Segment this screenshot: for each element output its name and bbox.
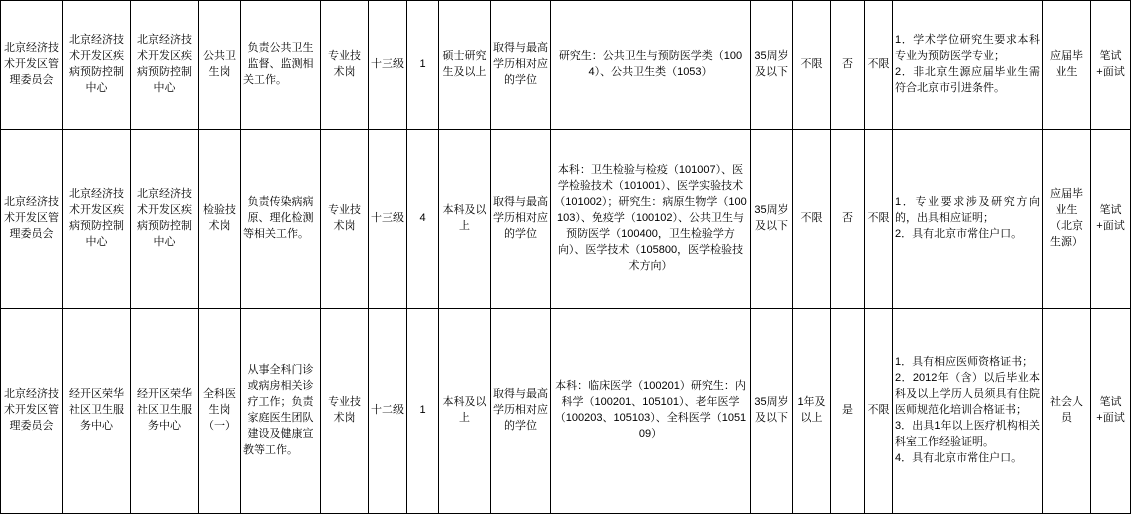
cell-position-level: 十三级: [369, 130, 407, 309]
cell-position-level: 十三级: [369, 1, 407, 130]
cell-department: 经开区荣华社区卫生服务中心: [131, 309, 199, 514]
cell-position-name: 公共卫生岗: [199, 1, 241, 130]
cell-other-limit: 不限: [865, 130, 893, 309]
cell-degree-requirement: 取得与最高学历相对应的学位: [491, 1, 551, 130]
cell-requirements: 1．专业要求涉及研究方向的，出具相应证明； 2．具有北京市常住户口。: [893, 130, 1043, 309]
cell-major: 本科：临床医学（100201）研究生：内科学（100201、105101）、老年医学（100203、105103）、全科医学（105109）: [551, 309, 751, 514]
cell-headcount: 4: [407, 130, 439, 309]
cell-requirements: 1．具有相应医师资格证书； 2．2012年（含）以后毕业本科及以上学历人员须具有住院医师规范化培训合格证书； 3．出具1年以上医疗机构相关科室工作经验证明。 4．具有北京市常住户口。: [893, 309, 1043, 514]
cell-political: 是: [831, 309, 865, 514]
cell-degree-requirement: 取得与最高学历相对应的学位: [491, 309, 551, 514]
cell-employer: 北京经济技术开发区管理委员会: [1, 309, 63, 514]
cell-duties: 负责公共卫生监督、监测相关工作。: [241, 1, 321, 130]
cell-other-limit: 不限: [865, 1, 893, 130]
cell-age: 35周岁及以下: [751, 130, 793, 309]
table-row: [1, 1, 1131, 130]
cell-requirements: 1．学术学位研究生要求本科专业为预防医学专业； 2．非北京生源应届毕业生需符合北京市引进条件。: [893, 1, 1043, 130]
cell-position-category: 专业技术岗: [321, 1, 369, 130]
cell-exam: 笔试+面试: [1091, 309, 1131, 514]
cell-political: 否: [831, 1, 865, 130]
cell-work-years: 1年及以上: [793, 309, 831, 514]
cell-target: 应届毕业生: [1043, 1, 1091, 130]
cell-age: 35周岁及以下: [751, 1, 793, 130]
cell-department: 北京经济技术开发区疾病预防控制中心: [131, 1, 199, 130]
cell-employer: 北京经济技术开发区管理委员会: [1, 1, 63, 130]
cell-degree: 本科及以上: [439, 309, 491, 514]
cell-position-level: 十二级: [369, 309, 407, 514]
table-row: [1, 309, 1131, 514]
cell-duties: 负责传染病病原、理化检测等相关工作。: [241, 130, 321, 309]
cell-work-years: 不限: [793, 130, 831, 309]
cell-unit: 北京经济技术开发区疾病预防控制中心: [63, 130, 131, 309]
cell-exam: 笔试+面试: [1091, 130, 1131, 309]
cell-department: 北京经济技术开发区疾病预防控制中心: [131, 130, 199, 309]
table-row: [1, 130, 1131, 309]
cell-unit: 北京经济技术开发区疾病预防控制中心: [63, 1, 131, 130]
cell-other-limit: 不限: [865, 309, 893, 514]
cell-position-name: 检验技术岗: [199, 130, 241, 309]
cell-political: 否: [831, 130, 865, 309]
cell-major: 研究生：公共卫生与预防医学类（1004）、公共卫生类（1053）: [551, 1, 751, 130]
cell-position-category: 专业技术岗: [321, 130, 369, 309]
cell-age: 35周岁及以下: [751, 309, 793, 514]
cell-degree-requirement: 取得与最高学历相对应的学位: [491, 130, 551, 309]
cell-position-name: 全科医生岗（一）: [199, 309, 241, 514]
cell-employer: 北京经济技术开发区管理委员会: [1, 130, 63, 309]
cell-headcount: 1: [407, 1, 439, 130]
cell-target: 社会人员: [1043, 309, 1091, 514]
cell-target: 应届毕业生（北京生源）: [1043, 130, 1091, 309]
cell-unit: 经开区荣华社区卫生服务中心: [63, 309, 131, 514]
cell-duties: 从事全科门诊或病房相关诊疗工作；负责家庭医生团队建设及健康宣教等工作。: [241, 309, 321, 514]
cell-exam: 笔试+面试: [1091, 1, 1131, 130]
cell-major: 本科：卫生检验与检疫（101007）、医学检验技术（101001）、医学实验技术（101002）；研究生：病原生物学（100103）、免疫学（100102）、公共卫生与预防医学（100400，卫生检验学方向）、医学技术（105800，医学检验技术方向）: [551, 130, 751, 309]
cell-headcount: 1: [407, 309, 439, 514]
cell-degree: 本科及以上: [439, 130, 491, 309]
cell-work-years: 不限: [793, 1, 831, 130]
cell-position-category: 专业技术岗: [321, 309, 369, 514]
cell-degree: 硕士研究生及以上: [439, 1, 491, 130]
